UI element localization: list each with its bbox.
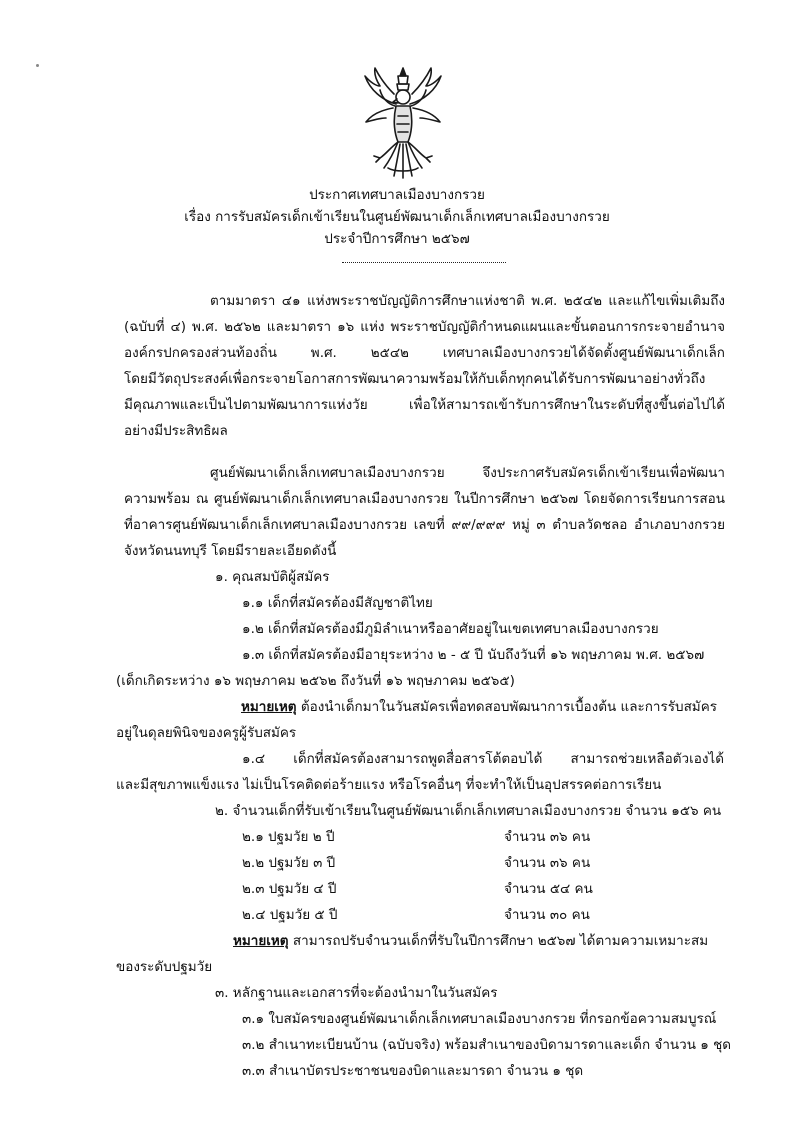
section3-item: ๓.๓ สำเนาบัตรประชาชนของบิดาและมารดา จำนวน ๑ ชุด <box>242 1063 584 1079</box>
section2-row-count: จำนวน ๓๖ คน <box>504 829 591 845</box>
paragraph1-line: ตามมาตรา ๔๑ แห่งพระราชบัญญัติการศึกษาแห่งชาติ พ.ศ. ๒๕๔๒ และแก้ไขเพิ่มเติมถึง <box>210 293 725 309</box>
section1-remark <box>241 698 717 716</box>
section1-remark-cont: อยู่ในดุลยพินิจของครูผู้รับสมัคร <box>116 725 297 741</box>
remark-text: ต้องนำเด็กมาในวันสมัครเพื่อทดสอบพัฒนาการเบื้องต้น และการรับสมัคร <box>296 699 717 715</box>
paragraph2-line: ที่อาคารศูนย์พัฒนาเด็กเล็กเทศบาลเมืองบางกรวย เลขที่ ๙๙/๙๙๙ หมู่ ๓ ตำบลวัดชลอ อำเภอบางกรวย <box>124 517 725 533</box>
section2-row-label: ๒.๔ ปฐมวัย ๕ ปี <box>242 907 338 923</box>
garuda-emblem-icon <box>360 64 446 182</box>
remark-text: สามารถปรับจำนวนเด็กที่รับในปีการศึกษา ๒๕๖๗ ได้ตามความเหมาะสม <box>288 933 709 949</box>
separator-line <box>342 262 506 263</box>
section2-row-count: จำนวน ๕๔ คน <box>504 881 593 897</box>
section3-heading: ๓. หลักฐานและเอกสารที่จะต้องนำมาในวันสมัคร <box>215 985 498 1001</box>
section1-item: ๑.๒ เด็กที่สมัครต้องมีภูมิลำเนาหรืออาศัยอยู่ในเขตเทศบาลเมืองบางกรวย <box>242 621 659 637</box>
scan-speck <box>36 64 39 67</box>
paragraph1-line: (ฉบับที่ ๔) พ.ศ. ๒๕๖๒ และมาตรา ๑๖ แห่ง พระราชบัญญัติกำหนดแผนและขั้นตอนการกระจายอำนาจ <box>124 319 725 335</box>
section1-item-cont: และมีสุขภาพแข็งแรง ไม่เป็นโรคติดต่อร้ายแรง หรือโรคอื่นๆ ที่จะทำให้เป็นอุปสรรคต่อการเรียน <box>116 777 662 793</box>
section1-item: ๑.๑ เด็กที่สมัครต้องมีสัญชาติไทย <box>242 595 433 611</box>
section1-item: ๑.๔ เด็กที่สมัครต้องสามารถพูดสื่อสารโต้ตอบได้ สามารถช่วยเหลือตัวเองได้ <box>242 751 724 767</box>
section2-remark-cont: ของระดับปฐมวัย <box>116 959 213 975</box>
paragraph1-line: อย่างมีประสิทธิผล <box>124 423 228 439</box>
paragraph1-line: โดยมีวัตถุประสงค์เพื่อกระจายโอกาสการพัฒนาความพร้อมให้กับเด็กทุกคนได้รับการพัฒนาอย่างทั่วถึง <box>124 371 706 387</box>
section2-heading: ๒. จำนวนเด็กที่รับเข้าเรียนในศูนย์พัฒนาเด็กเล็กเทศบาลเมืองบางกรวย จำนวน ๑๕๖ คน <box>215 803 722 819</box>
section1-item: ๑.๓ เด็กที่สมัครต้องมีอายุระหว่าง ๒ - ๕ ปี นับถึงวันที่ ๑๖ พฤษภาคม พ.ศ. ๒๕๖๗ <box>242 647 705 663</box>
paragraph2-line: ความพร้อม ณ ศูนย์พัฒนาเด็กเล็กเทศบาลเมืองบางกรวย ในปีการศึกษา ๒๕๖๗ โดยจัดการเรียนการสอน <box>124 491 725 507</box>
section3-item: ๓.๑ ใบสมัครของศูนย์พัฒนาเด็กเล็กเทศบาลเมืองบางกรวย ที่กรอกข้อความสมบูรณ์ <box>242 1011 717 1027</box>
section2-row-count: จำนวน ๓๖ คน <box>504 855 591 871</box>
announcement-year: ประจำปีการศึกษา ๒๕๖๗ <box>324 231 470 247</box>
section2-row-label: ๒.๓ ปฐมวัย ๔ ปี <box>242 881 337 897</box>
paragraph1-line: องค์กรปกครองส่วนท้องถิ่น พ.ศ. ๒๕๔๒ เทศบาลเมืองบางกรวยได้จัดตั้งศูนย์พัฒนาเด็กเล็ก <box>124 345 725 361</box>
section3-item: ๓.๒ สำเนาทะเบียนบ้าน (ฉบับจริง) พร้อมสำเนาของบิดามารดาและเด็ก จำนวน ๑ ชุด <box>242 1037 732 1053</box>
paragraph2-line: ศูนย์พัฒนาเด็กเล็กเทศบาลเมืองบางกรวย จึงประกาศรับสมัครเด็กเข้าเรียนเพื่อพัฒนา <box>210 465 725 481</box>
section1-heading: ๑. คุณสมบัติผู้สมัคร <box>215 569 330 585</box>
paragraph1-line: มีคุณภาพและเป็นไปตามพัฒนาการแห่งวัย เพื่อให้สามารถเข้ารับการศึกษาในระดับที่สูงขึ้นต่อไปได้ <box>124 397 725 413</box>
announcement-subject: เรื่อง การรับสมัครเด็กเข้าเรียนในศูนย์พัฒนาเด็กเล็กเทศบาลเมืองบางกรวย <box>184 209 610 225</box>
section2-remark <box>233 932 708 950</box>
section1-item-note: (เด็กเกิดระหว่าง ๑๖ พฤษภาคม ๒๕๖๒ ถึงวันที่ ๑๖ พฤษภาคม ๒๕๖๕) <box>116 673 515 689</box>
remark-label: หมายเหตุ <box>233 933 289 949</box>
remark-label: หมายเหตุ <box>241 699 297 715</box>
section2-row-label: ๒.๑ ปฐมวัย ๒ ปี <box>242 829 335 845</box>
section2-row-label: ๒.๒ ปฐมวัย ๓ ปี <box>242 855 336 871</box>
announcement-agency: ประกาศเทศบาลเมืองบางกรวย <box>309 187 485 203</box>
section2-row-count: จำนวน ๓๐ คน <box>504 907 590 923</box>
paragraph2-line: จังหวัดนนทบุรี โดยมีรายละเอียดดังนี้ <box>124 543 337 559</box>
